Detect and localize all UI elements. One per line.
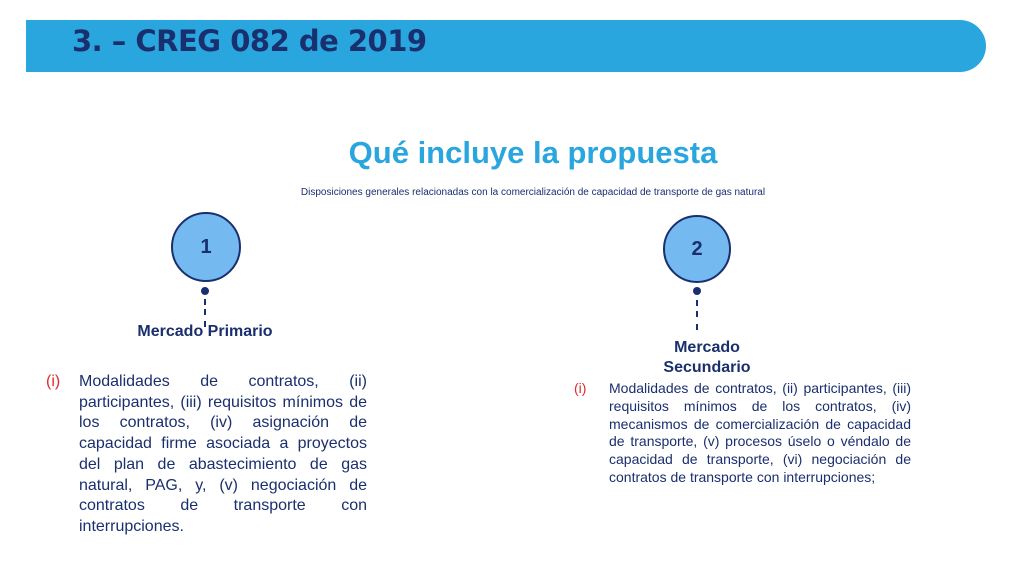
- section-1-connector-dash: [204, 299, 206, 305]
- section-1-title: Mercado Primario: [137, 323, 273, 340]
- section-1-connector-dash: [204, 309, 206, 315]
- list-item-text: Modalidades de contratos, (ii) participantes, (iii) requisitos mínimos de los contratos, (iv) asignación de capacidad firme asociada a proyectos del plan de abastecimiento de gas natural, PAG, y, (v) negociación de contratos de transporte con interrupciones.: [79, 373, 367, 535]
- subtitle: Disposiciones generales relacionadas con la comercialización de capacidad de transporte de gas natural: [300, 187, 766, 198]
- main-title: Qué incluye la propuesta: [348, 135, 718, 170]
- section-1-connector-dot: [201, 287, 209, 295]
- section-2-connector-dash: [696, 300, 698, 306]
- slide-title: 3. – CREG 082 de 2019: [72, 24, 427, 58]
- list-item-text: Modalidades de contratos, (ii) participantes, (iii) requisitos mínimos de los contratos, (iv) mecanismos de comercialización de capacidad de transporte, (v) procesos úselo o véndalo de capacidad de transporte, (vi) negociación de contratos de transporte con interrupciones;: [609, 380, 911, 485]
- section-2-title: Mercado Secundario: [663, 339, 751, 376]
- section-2-connector-dot: [693, 287, 701, 295]
- list-item-number: (i): [574, 380, 587, 396]
- list-item-number: (i): [46, 373, 61, 390]
- section-1-number-circle: 1: [171, 212, 241, 282]
- section-2-connector-dash: [696, 311, 698, 317]
- section-2-number-circle: 2: [663, 215, 731, 283]
- section-2-connector-dash: [696, 324, 698, 330]
